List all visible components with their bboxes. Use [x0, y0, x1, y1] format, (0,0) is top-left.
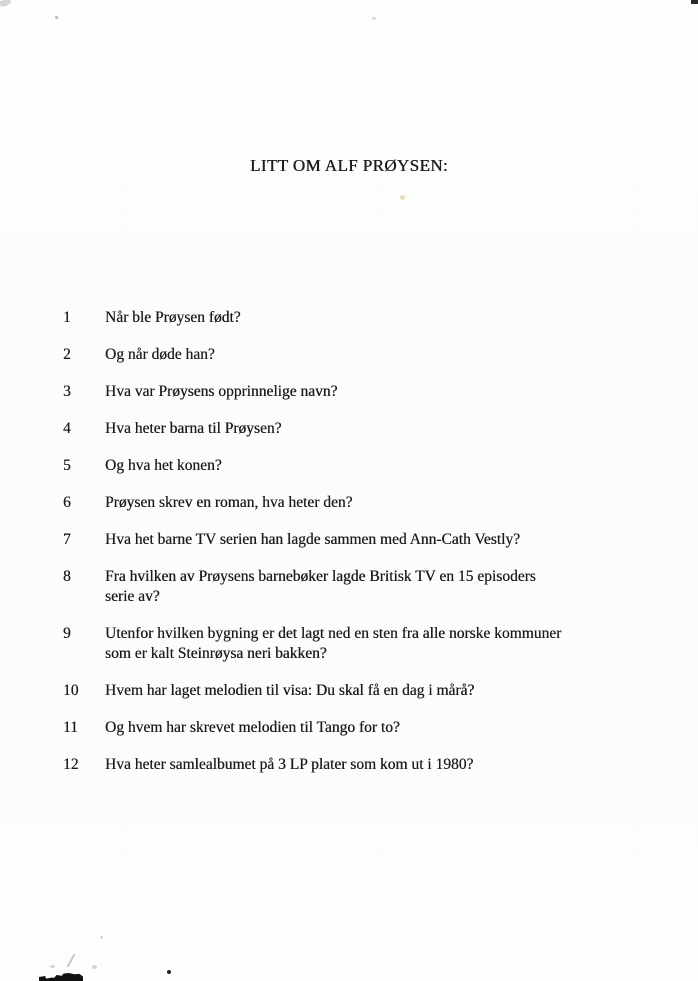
question-text-line: Og hvem har skrevet melodien til Tango for to?: [105, 719, 400, 736]
scan-artifact-top-right-corner: [691, 0, 698, 4]
question-text-line: som er kalt Steinrøysa neri bakken?: [105, 645, 327, 662]
question-text: [105, 530, 520, 550]
scan-speck: [100, 936, 103, 939]
scan-scratch-mark: [67, 953, 76, 967]
question-number: 2: [63, 346, 71, 363]
question-list: [63, 308, 561, 775]
question-row: [63, 681, 561, 701]
question-row: [63, 382, 561, 402]
question-number: 6: [63, 494, 71, 511]
question-text-line: Hva var Prøysens opprinnelige navn?: [105, 383, 338, 400]
question-row: [63, 419, 561, 439]
question-text: [105, 345, 215, 365]
question-number: 3: [63, 383, 71, 400]
question-text: [105, 419, 281, 439]
question-row: [63, 456, 561, 476]
question-number: 9: [63, 625, 71, 642]
question-text: [105, 493, 353, 513]
question-text-line: serie av?: [105, 588, 160, 605]
question-row: [63, 755, 561, 775]
question-row: [63, 345, 561, 365]
scan-speck: [55, 16, 58, 19]
question-text-line: Prøysen skrev en roman, hva heter den?: [105, 494, 353, 511]
question-text: [105, 456, 222, 476]
question-text: [105, 624, 561, 664]
question-number: 5: [63, 457, 71, 474]
question-number: 4: [63, 420, 71, 437]
question-number: 12: [63, 756, 79, 773]
question-number: 1: [63, 309, 71, 326]
question-text: [105, 718, 400, 738]
question-text: [105, 755, 473, 775]
scan-artifact-top-left-corner: [0, 0, 12, 7]
scan-smudge-bottom-left: [39, 973, 83, 981]
question-text-line: Hvem har laget melodien til visa: Du skal få en dag i mårå?: [105, 682, 475, 699]
scan-speck: [92, 965, 97, 969]
document-title: LITT OM ALF PRØYSEN:: [249, 156, 448, 175]
question-number: 8: [63, 568, 71, 585]
question-row: [63, 624, 561, 664]
scan-speck: [50, 965, 55, 968]
scan-speck: [400, 195, 405, 200]
question-text: [105, 567, 536, 607]
question-text: [105, 308, 241, 328]
question-text-line: Når ble Prøysen født?: [105, 309, 241, 326]
question-text-line: Hva heter barna til Prøysen?: [105, 420, 282, 437]
question-text: [105, 382, 337, 402]
question-row: [63, 308, 561, 328]
question-row: [63, 567, 561, 607]
question-row: [63, 718, 561, 738]
question-row: [63, 493, 561, 513]
scan-speck: [167, 970, 171, 974]
question-text-line: Og hva het konen?: [105, 457, 222, 474]
question-text-line: Hva het barne TV serien han lagde sammen med Ann-Cath Vestly?: [105, 531, 520, 548]
question-text-line: Hva heter samlealbumet på 3 LP plater som kom ut i 1980?: [105, 756, 474, 773]
question-number: 11: [63, 719, 78, 736]
question-row: [63, 530, 561, 550]
scan-speck: [372, 17, 376, 20]
question-text: [105, 681, 474, 701]
question-text-line: Fra hvilken av Prøysens barnebøker lagde Britisk TV en 15 episoders: [105, 568, 536, 585]
question-text-line: Utenfor hvilken bygning er det lagt ned en sten fra alle norske kommuner: [105, 625, 562, 642]
question-text-line: Og når døde han?: [105, 346, 215, 363]
question-number: 10: [63, 682, 79, 699]
question-number: 7: [63, 531, 71, 548]
